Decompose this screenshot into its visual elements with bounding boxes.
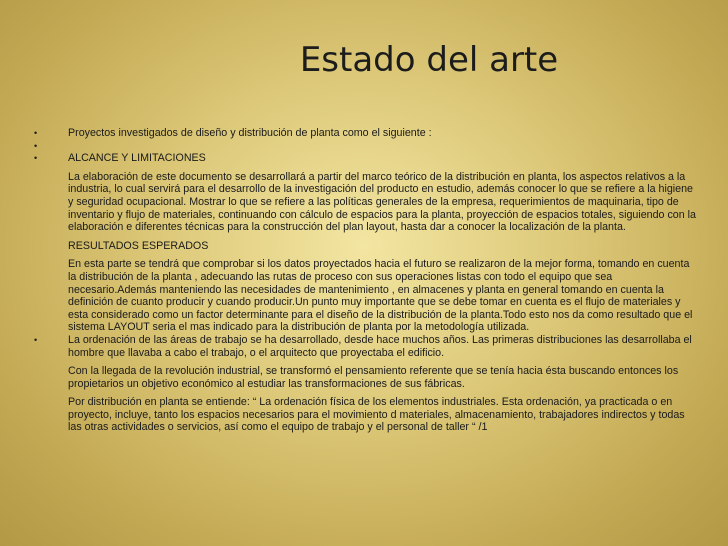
bullet-dot: • bbox=[34, 140, 38, 151]
alcance-paragraph: La elaboración de este documento se desarrollará a partir del marco teórico de la distribución en planta, los aspectos relativos a la industria, lo cual servirá para el desarrollo de la investigación del producto en estudio, además conocer lo que se refiere a la higiene y seguridad ocupacional. Mostrar lo que se refiere a las políticas generales de la empresa, requerimientos de maquinaria, tipo de inventario y flujo de materiales, continuando con cálculo de espacios para la planta, proyección de espacios totales, siguiendo con la elaboración e diferentes técnicas para la construcción del plan layout, hasta dar a conocer la localización de la planta. bbox=[68, 170, 696, 234]
bullet-dot: • bbox=[34, 153, 38, 164]
bullet-item bbox=[34, 334, 696, 434]
bullet-text: Proyectos investigados de diseño y distribución de planta como el siguiente : bbox=[68, 127, 432, 139]
resultados-paragraph: En esta parte se tendrá que comprobar si los datos proyectados hacia el futuro se realizaron de la mejor forma, tomando en cuenta la distribución de la planta , adecuando las rutas de proceso con sus operaciones listas con todo el equipo que sea necesario.Además manteniendo las necesidades de mantenimiento , en almacenes y planta en general tomando en cuenta la definición de cuanto producir y cuando producir.Un punto muy importante que se debe tomar en cuenta es el flujo de materiales y esta considerado como un factor determinante para el diseño de la distribución de la planta.Todo esto nos da como resultado que el sistema LAYOUT seria el mas indicado para la distribución de planta por la metodología utilizada. bbox=[68, 258, 693, 334]
bullet-dot: • bbox=[34, 128, 38, 138]
bullet-dot: • bbox=[34, 334, 38, 345]
section-heading-resultados: RESULTADOS ESPERADOS bbox=[68, 239, 209, 252]
bullet-item bbox=[34, 127, 696, 140]
slide-body bbox=[34, 127, 696, 434]
bullet-item bbox=[34, 152, 696, 334]
revolucion-paragraph: Con la llegada de la revolución industrial, se transformó el pensamiento referente que se tenía hacia ésta buscando entonces los propietarios un objetivo económico al estudiar las transformaciones de sus fábricas. bbox=[68, 365, 679, 390]
ordenacion-paragraph: La ordenación de las áreas de trabajo se ha desarrollado, desde hace muchos años. Las primeras distribuciones las desarrollaba el hombre que llavaba a cabo el trabajo, o el arquitecto que proyectaba el edificio. bbox=[68, 333, 692, 359]
bullet-item bbox=[34, 140, 696, 153]
definicion-paragraph: Por distribución en planta se entiende: “ La ordenación física de los elementos industriales. Esta ordenación, ya practicada o en proyecto, incluye, tanto los espacios necesarios para el movimiento d materiales, almacenamiento, trabajadores indirectos y todas las otras actividades o servicios, así como el equipo de trabajo y el personal de taller “ /1 bbox=[68, 396, 685, 434]
section-heading-alcance: ALCANCE Y LIMITACIONES bbox=[68, 152, 206, 165]
slide-title: Estado del arte bbox=[299, 40, 559, 80]
